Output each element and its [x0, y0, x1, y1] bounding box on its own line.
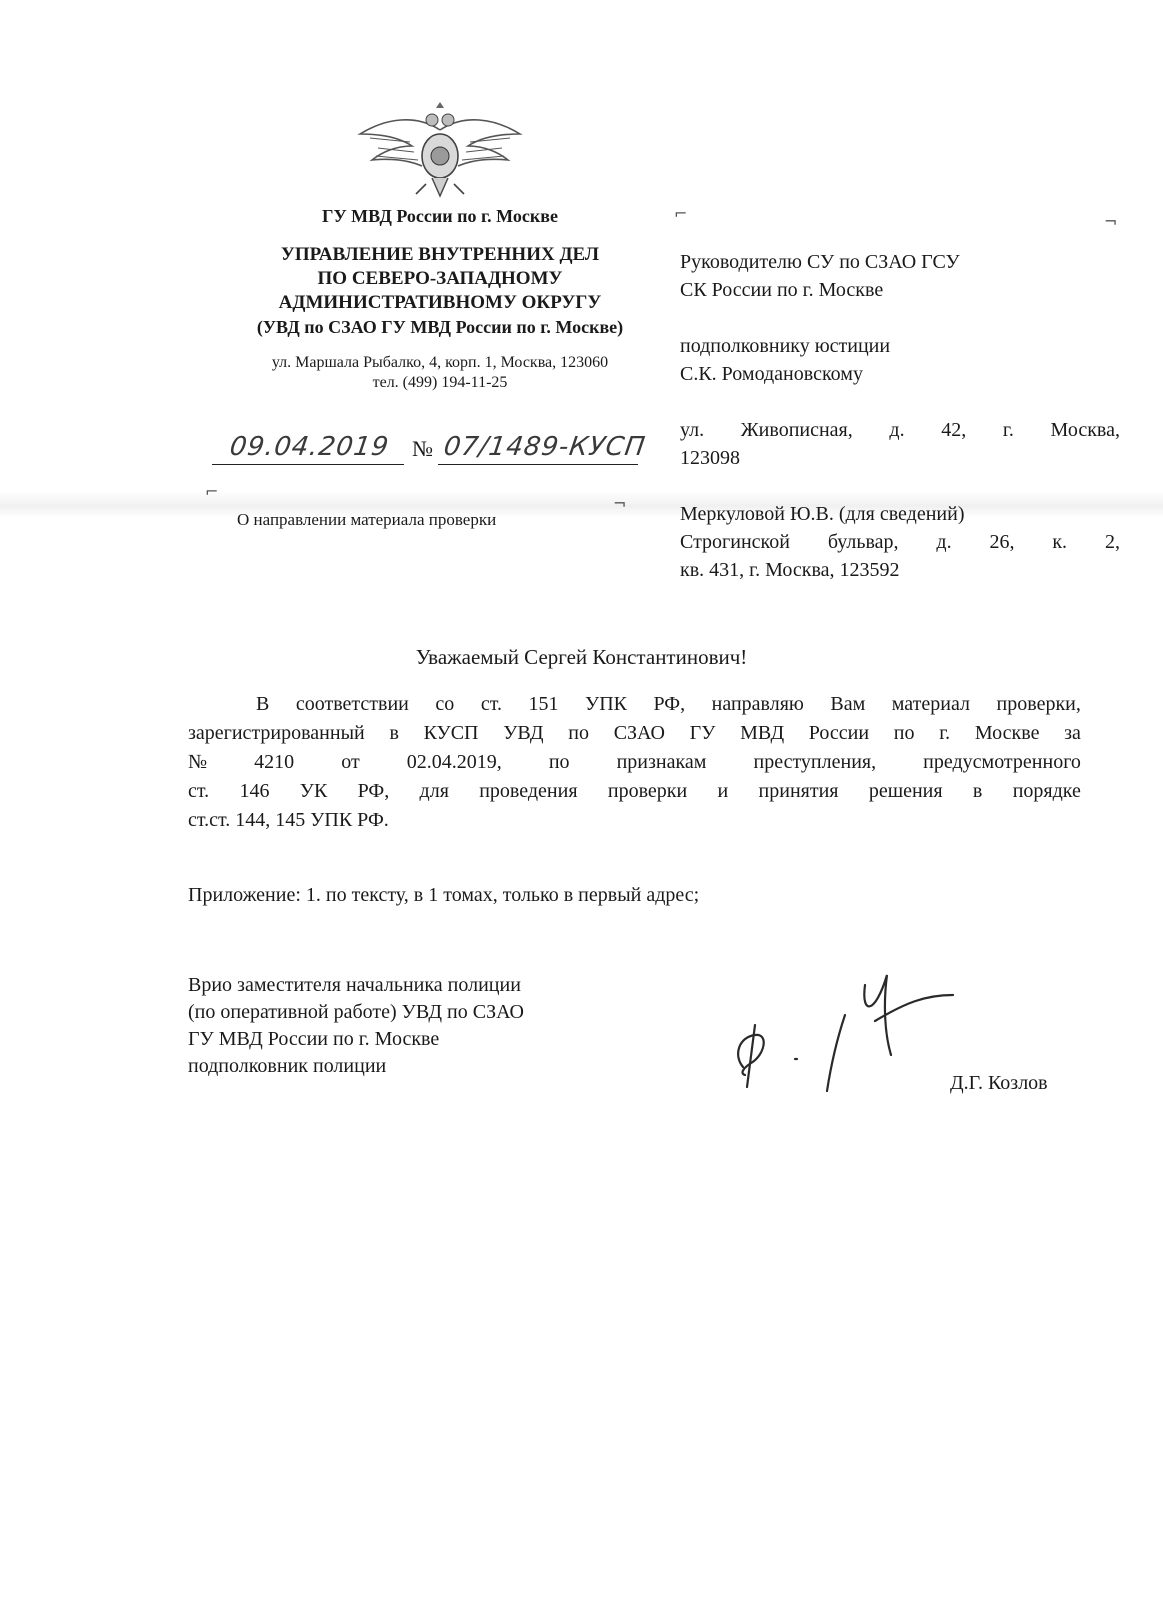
address-word: Москва, — [1050, 419, 1120, 441]
body-word: по — [548, 751, 570, 773]
corner-mark-right: ¬ — [613, 494, 627, 513]
sender-address — [190, 353, 690, 393]
body-word: за — [1064, 722, 1081, 744]
body-word: в — [389, 722, 399, 744]
recipient-postcode: 123098 — [680, 447, 740, 469]
corner-mark-left: ⌐ — [205, 482, 219, 501]
letter-body — [188, 690, 1081, 835]
body-word: предусмотренного — [923, 751, 1081, 773]
body-word: КУСП — [423, 722, 479, 744]
body-word: 4210 — [254, 751, 295, 773]
recipient-address-line — [680, 416, 1120, 444]
corner-mark-left: ⌐ — [674, 204, 688, 223]
signer-position-line: подполковник полиции — [188, 1055, 387, 1077]
body-word: зарегистрированный — [188, 722, 365, 744]
body-line — [188, 719, 1081, 748]
registration-number: 07/1489-КУСП — [441, 432, 648, 462]
body-word: со — [435, 693, 455, 715]
department-line: АДМИНИСТРАТИВНОМУ ОКРУГУ — [278, 292, 602, 313]
address-word: ул. — [680, 419, 705, 441]
number-sign: № — [412, 436, 433, 461]
department-line: УПРАВЛЕНИЕ ВНУТРЕННИХ ДЕЛ — [280, 244, 600, 265]
body-word: по — [893, 722, 915, 744]
body-word: ст.ст. 144, 145 УПК РФ. — [188, 809, 389, 831]
recipient-name: С.К. Ромодановскому — [680, 363, 863, 385]
signer-position-line: Врио заместителя начальника полиции — [188, 974, 521, 996]
address-word: бульвар, — [827, 531, 899, 553]
body-line — [188, 690, 1081, 719]
department-line: ПО СЕВЕРО-ЗАПАДНОМУ — [317, 268, 563, 289]
phone-line: тел. (499) 194-11-25 — [372, 374, 508, 391]
body-word: ст. — [188, 780, 210, 802]
address-word: Строгинской — [680, 531, 790, 553]
body-word: УВД — [503, 722, 544, 744]
signer-position-line: (по оперативной работе) УВД по СЗАО — [188, 1001, 524, 1023]
body-line — [188, 777, 1081, 806]
mvd-eagle-emblem — [356, 100, 524, 200]
body-word: РФ, — [357, 780, 390, 802]
department-name — [190, 243, 690, 315]
body-word: в — [972, 780, 983, 802]
signer-position — [188, 972, 524, 1080]
handwritten-signature — [725, 955, 955, 1095]
copy-recipient: Меркуловой Ю.В. (для сведений) — [680, 503, 965, 525]
body-word: проверки — [607, 780, 688, 802]
letter-subject: О направлении материала проверки — [237, 510, 497, 529]
address-word: д. — [936, 531, 952, 553]
recipient-block — [680, 248, 1120, 584]
salutation: Уважаемый Сергей Константинович! — [415, 645, 748, 669]
body-word: принятия — [758, 780, 839, 802]
department-abbreviation: (УВД по СЗАО ГУ МВД России по г. Москве) — [256, 317, 624, 337]
body-word: соответствии — [295, 693, 409, 715]
address-word: 26, — [989, 531, 1015, 553]
copy-address-line: кв. 431, г. Москва, 123592 — [680, 559, 900, 581]
corner-mark-right: ¬ — [1104, 212, 1118, 231]
body-word: ГУ — [689, 722, 716, 744]
body-word: Москве — [974, 722, 1040, 744]
body-word: СЗАО — [613, 722, 665, 744]
recipient-title-line: СК России по г. Москве — [680, 279, 884, 301]
body-word: для — [419, 780, 449, 802]
body-word: признакам — [616, 751, 707, 773]
ministry-name: ГУ МВД России по г. Москве — [322, 206, 558, 226]
body-word: № — [188, 751, 208, 773]
body-word: проверки, — [996, 693, 1081, 715]
body-word: УПК — [585, 693, 627, 715]
body-word: по — [568, 722, 589, 744]
recipient-rank: подполковнику юстиции — [680, 335, 891, 357]
signer-position-line: ГУ МВД России по г. Москве — [188, 1028, 440, 1050]
body-word: МВД — [740, 722, 785, 744]
body-word: направляю — [711, 693, 804, 715]
recipient-title-line: Руководителю СУ по СЗАО ГСУ — [680, 251, 960, 273]
body-word: 02.04.2019, — [406, 751, 502, 773]
body-word: порядке — [1012, 780, 1081, 802]
appendix: Приложение: 1. по тексту, в 1 томах, только в первый адрес; — [188, 884, 700, 906]
body-word: России — [808, 722, 870, 744]
body-word: УК — [299, 780, 328, 802]
body-word: В — [256, 693, 270, 715]
body-word: РФ, — [653, 693, 686, 715]
body-line — [188, 806, 1081, 835]
address-word: 2, — [1104, 531, 1120, 553]
body-word: и — [717, 780, 729, 802]
body-word: Вам — [830, 693, 866, 715]
body-word: от — [341, 751, 360, 773]
body-word: 146 — [239, 780, 270, 802]
body-word: материал — [891, 693, 971, 715]
registration-date: 09.04.2019 — [227, 432, 391, 462]
copy-address-line — [680, 528, 1120, 556]
body-word: проведения — [479, 780, 578, 802]
body-word: преступления, — [753, 751, 877, 773]
body-word: г. — [939, 722, 951, 744]
body-word: 151 — [528, 693, 559, 715]
address-word: к. — [1052, 531, 1068, 553]
address-line: ул. Маршала Рыбалко, 4, корп. 1, Москва, 123060 — [271, 354, 609, 371]
body-word: ст. — [480, 693, 502, 715]
sender-block — [190, 200, 690, 393]
address-word: г. — [1002, 419, 1014, 441]
body-word: решения — [868, 780, 943, 802]
signer-name: Д.Г. Козлов — [950, 1072, 1048, 1094]
body-line — [188, 748, 1081, 777]
address-word: 42, — [941, 419, 967, 441]
address-word: д. — [889, 419, 905, 441]
address-word: Живописная, — [740, 419, 853, 441]
